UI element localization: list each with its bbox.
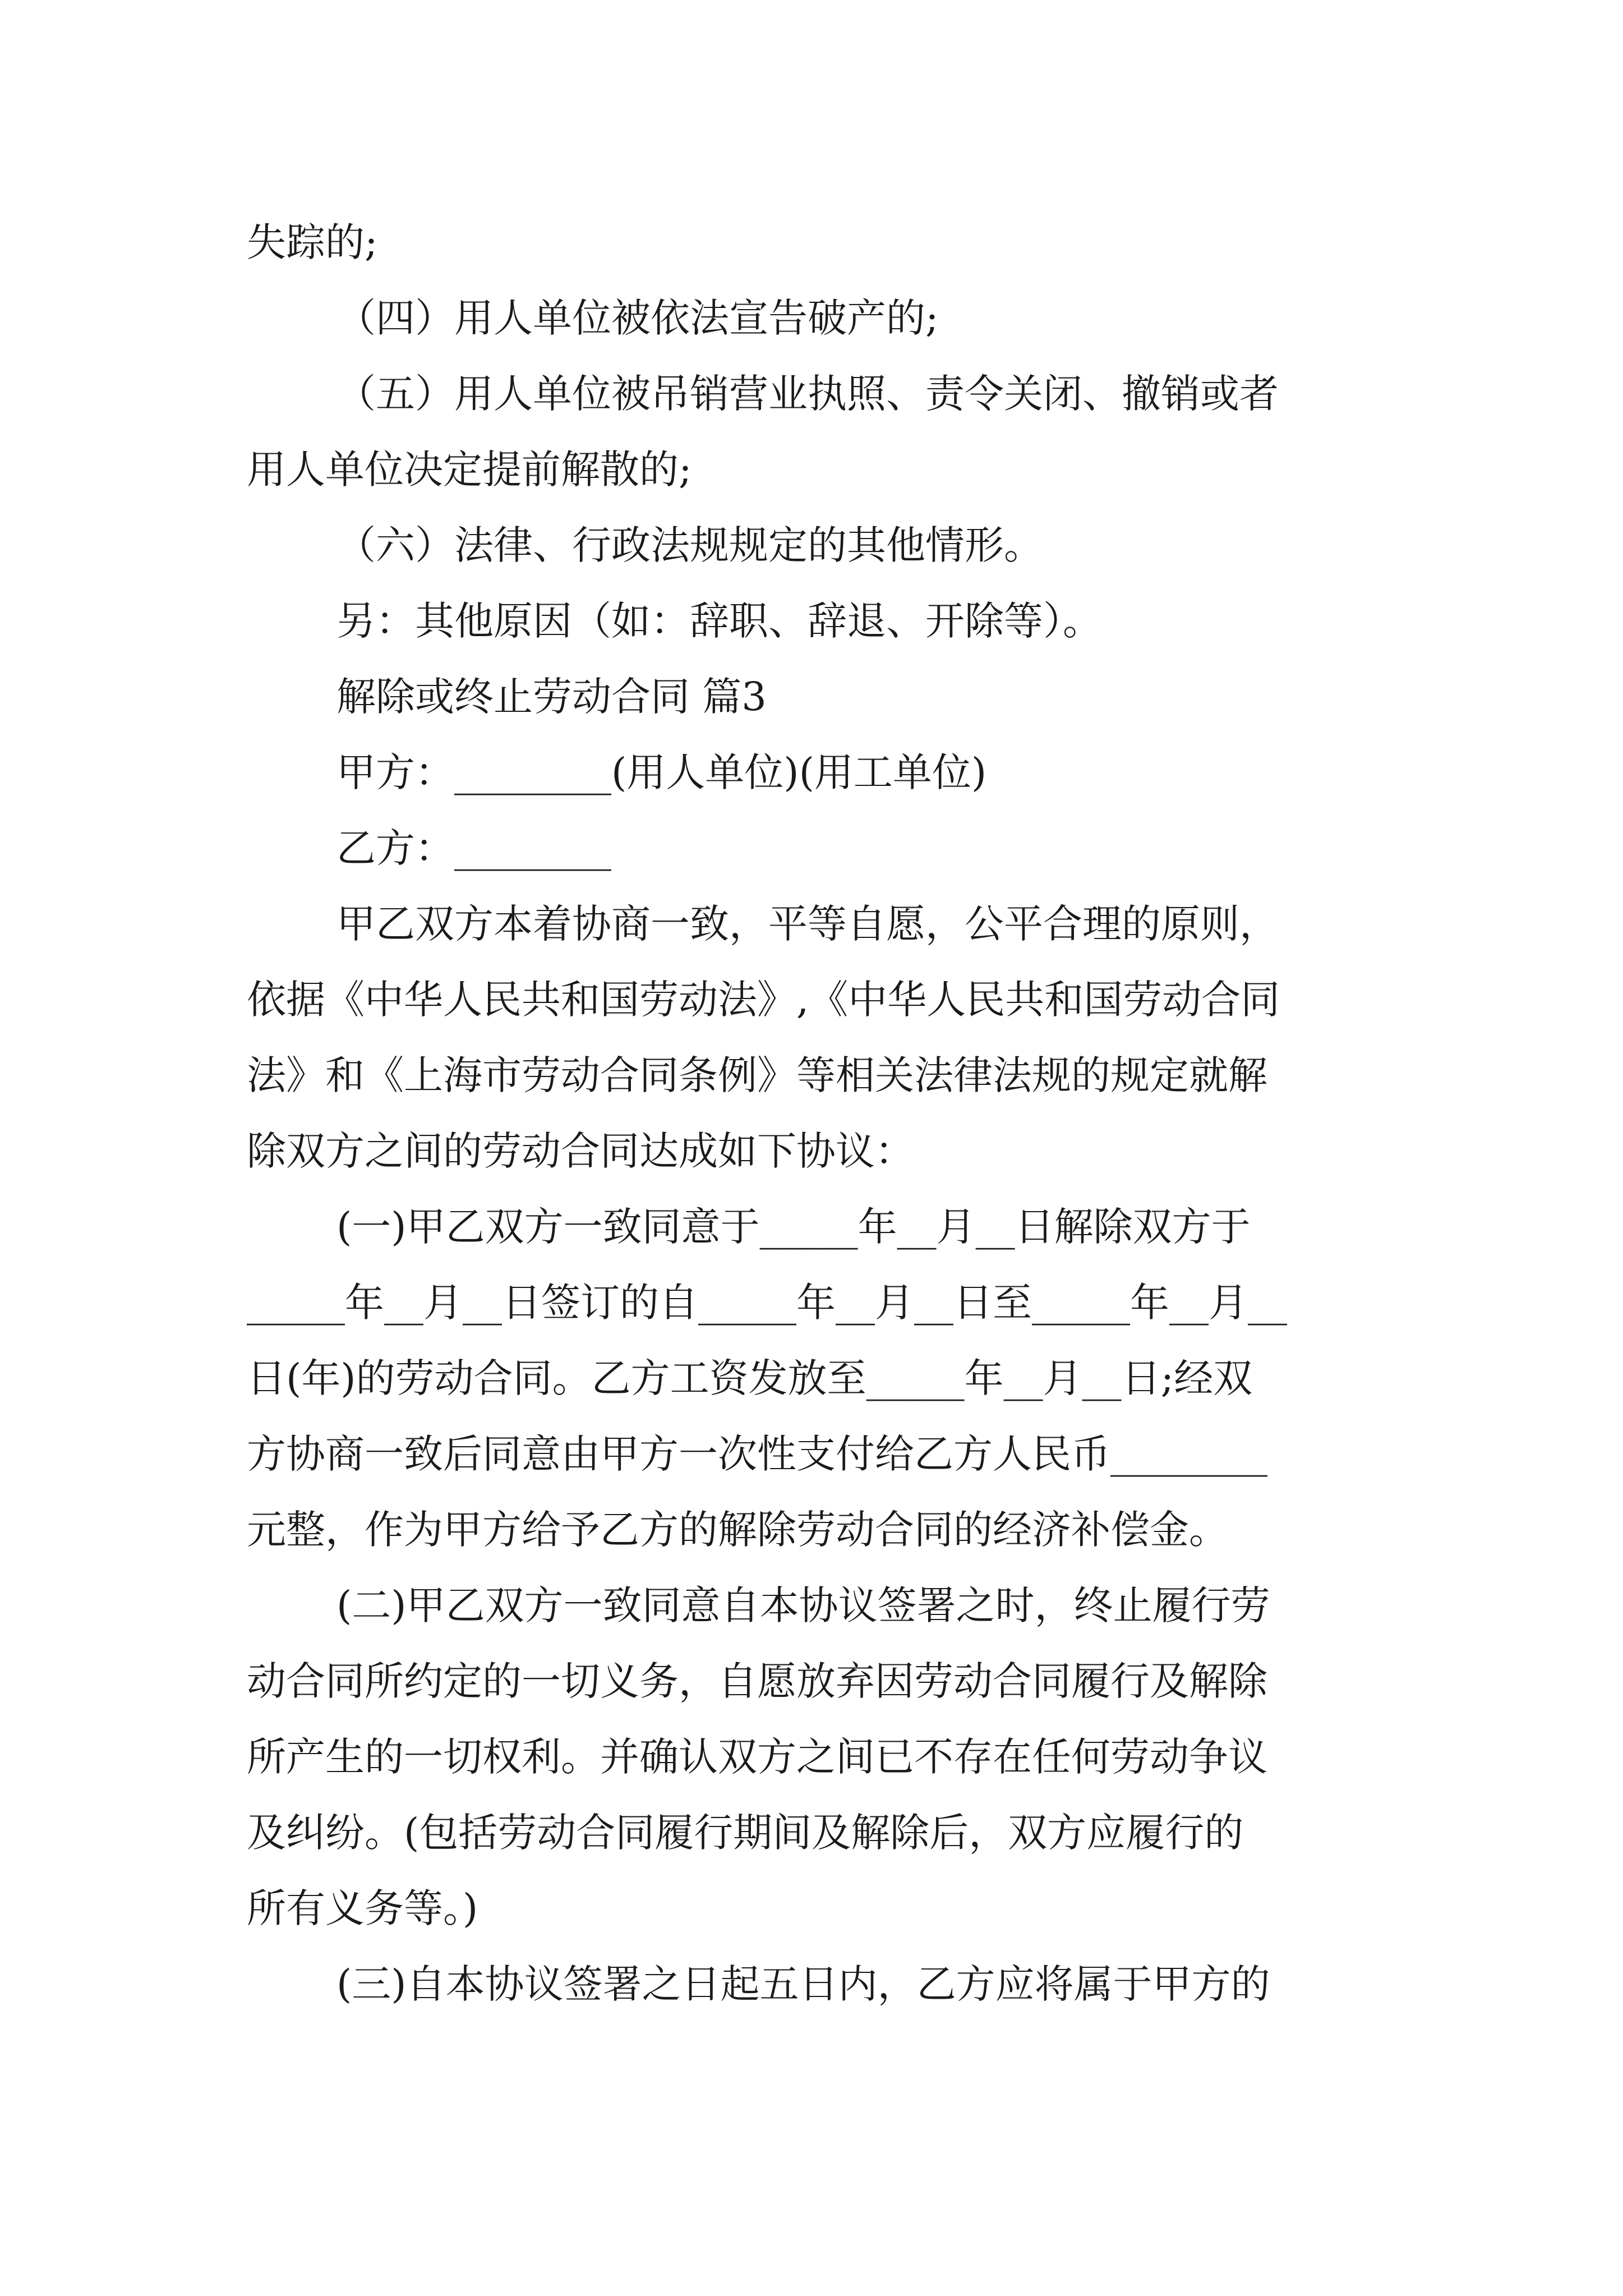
text-line: 甲乙双方本着协商一致，平等自愿，公平合理的原则， [336, 901, 1279, 947]
text-line: 法》和《上海市劳动合同条例》等相关法律法规的规定就解 [247, 1052, 1267, 1098]
clause-2-line: (二)甲乙双方一致同意自本协议签署之时，终止履行劳 [336, 1582, 1270, 1628]
clause-1-line: _____年__月__日签订的自_____年__月__日至_____年__月__ [247, 1280, 1287, 1326]
clause-1-line: 方协商一致后同意由甲方一次性支付给乙方人民币________ [247, 1431, 1267, 1477]
text-line: （六）法律、行政法规规定的其他情形。 [336, 522, 1043, 568]
text-line: 用人单位决定提前解散的; [247, 447, 692, 493]
text-line: 依据《中华人民共和国劳动法》,《中华人民共和国劳动合同 [247, 977, 1280, 1023]
text-line: 另：其他原因（如：辞职、辞退、开除等）。 [336, 598, 1102, 644]
clause-2-line: 所产生的一切权利。并确认双方之间已不存在任何劳动争议 [247, 1734, 1267, 1780]
text-line: 失踪的; [247, 219, 378, 265]
party-a-line: 甲方：________(用人单位)(用工单位) [336, 749, 987, 795]
text-line: 除双方之间的劳动合同达成如下协议： [247, 1128, 914, 1174]
clause-2-line: 所有义务等。) [247, 1885, 478, 1931]
clause-2-line: 及纠纷。(包括劳动合同履行期间及解除后，双方应履行的 [247, 1810, 1244, 1856]
text-line: （四）用人单位被依法宣告破产的; [336, 295, 939, 341]
party-b-line: 乙方：________ [336, 825, 611, 871]
clause-1-line: 日(年)的劳动合同。乙方工资发放至_____年__月__日;经双 [247, 1355, 1253, 1401]
clause-1-line: (一)甲乙双方一致同意于_____年__月__日解除双方于 [336, 1204, 1251, 1250]
clause-2-line: 动合同所约定的一切义务，自愿放弃因劳动合同履行及解除 [247, 1658, 1267, 1704]
clause-1-line: 元整，作为甲方给予乙方的解除劳动合同的经济补偿金。 [247, 1507, 1228, 1553]
clause-3-line: (三)自本协议签署之日起五日内，乙方应将属于甲方的 [336, 1961, 1270, 2007]
section-heading: 解除或终止劳动合同 篇3 [336, 674, 767, 720]
text-line: （五）用人单位被吊销营业执照、责令关闭、撤销或者 [336, 371, 1279, 417]
